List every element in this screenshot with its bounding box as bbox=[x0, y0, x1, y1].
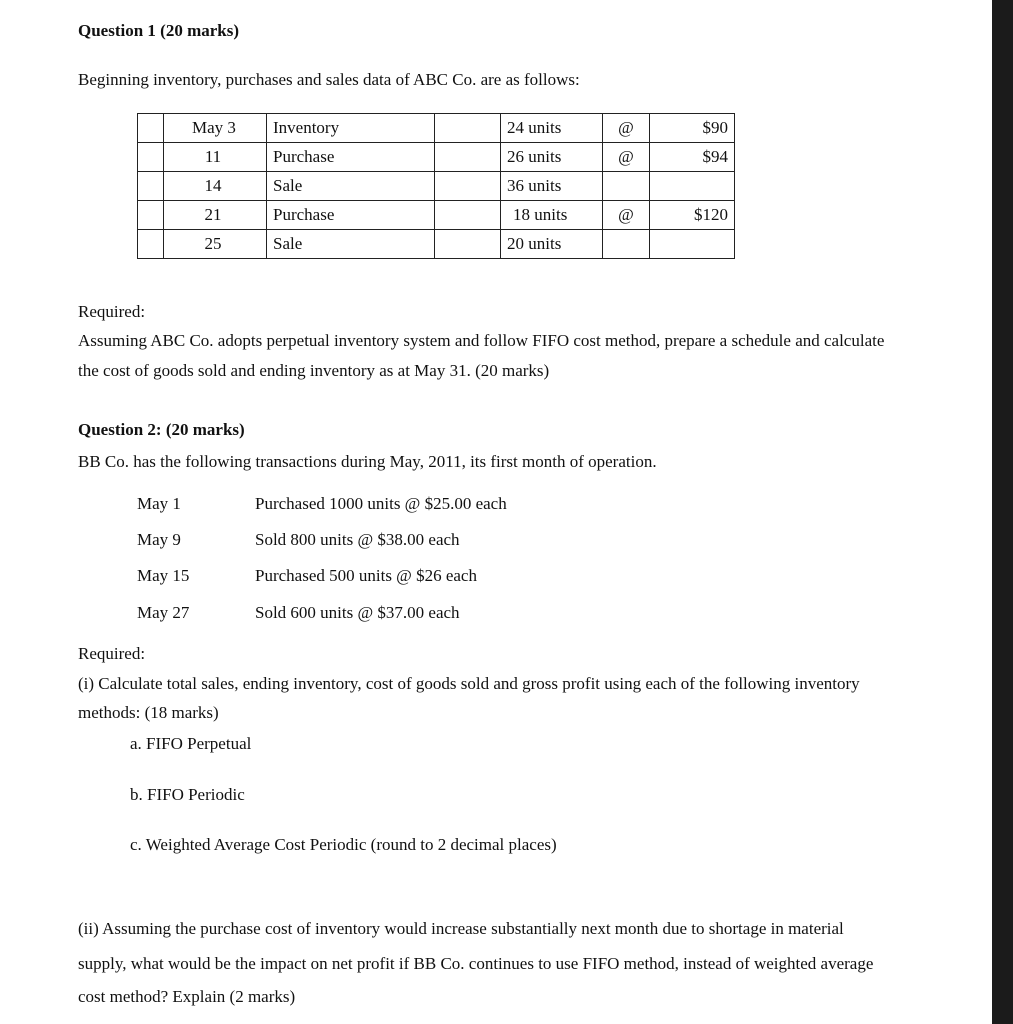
table-cell-date: May 3 bbox=[164, 114, 267, 143]
right-edge-bar bbox=[992, 0, 1013, 1024]
method-item: a. FIFO Perpetual bbox=[130, 734, 252, 753]
transaction-text: Purchased 500 units @ $26 each bbox=[255, 566, 477, 585]
table-cell-desc: Sale bbox=[267, 230, 435, 259]
table-cell-empty bbox=[435, 230, 501, 259]
q2-intro: BB Co. has the following transactions during May, 2011, its first month of operation. bbox=[78, 452, 657, 471]
table-row bbox=[138, 172, 735, 201]
table-cell-desc: Purchase bbox=[267, 143, 435, 172]
table-cell-units: 26 units bbox=[501, 143, 603, 172]
transaction-text: Purchased 1000 units @ $25.00 each bbox=[255, 494, 507, 513]
table-cell-blank bbox=[138, 230, 164, 259]
table-cell-price: $90 bbox=[650, 114, 735, 143]
table-row bbox=[138, 143, 735, 172]
q1-required-line-2: the cost of goods sold and ending inventory as at May 31. (20 marks) bbox=[78, 361, 550, 380]
transaction-date: May 27 bbox=[137, 603, 190, 622]
table-cell-at bbox=[603, 230, 650, 259]
q2-required-label: Required: bbox=[78, 644, 146, 663]
q2-part-i-line-1: (i) Calculate total sales, ending inventory, cost of goods sold and gross profit using each of the following inventory bbox=[78, 674, 860, 693]
table-cell-empty bbox=[435, 143, 501, 172]
table-cell-date: 14 bbox=[164, 172, 267, 201]
table-cell-units: 18 units bbox=[501, 201, 603, 230]
inventory-table bbox=[137, 113, 735, 259]
table-cell-blank bbox=[138, 114, 164, 143]
table-cell-blank bbox=[138, 143, 164, 172]
table-cell-units: 20 units bbox=[501, 230, 603, 259]
q2-part-ii-line-1: (ii) Assuming the purchase cost of inventory would increase substantially next month due to shortage in material bbox=[78, 919, 844, 938]
q2-part-ii-line-3: cost method? Explain (2 marks) bbox=[78, 987, 296, 1006]
table-cell-empty bbox=[435, 114, 501, 143]
q2-title: Question 2: (20 marks) bbox=[78, 420, 245, 439]
q1-title: Question 1 (20 marks) bbox=[78, 21, 240, 40]
table-cell-blank bbox=[138, 172, 164, 201]
table-cell-date: 21 bbox=[164, 201, 267, 230]
table-cell-date: 25 bbox=[164, 230, 267, 259]
table-cell-price: $120 bbox=[650, 201, 735, 230]
q2-part-ii-line-2: supply, what would be the impact on net profit if BB Co. continues to use FIFO method, instead of weighted average bbox=[78, 954, 874, 973]
table-cell-units: 24 units bbox=[501, 114, 603, 143]
table-cell-desc: Purchase bbox=[267, 201, 435, 230]
table-cell-units: 36 units bbox=[501, 172, 603, 201]
table-cell-at: @ bbox=[603, 114, 650, 143]
method-item: b. FIFO Periodic bbox=[130, 785, 245, 804]
table-cell-empty bbox=[435, 201, 501, 230]
table-cell-desc: Inventory bbox=[267, 114, 435, 143]
q1-intro: Beginning inventory, purchases and sales data of ABC Co. are as follows: bbox=[78, 70, 580, 89]
q1-required-line-1: Assuming ABC Co. adopts perpetual inventory system and follow FIFO cost method, prepare a schedule and calculate bbox=[78, 331, 885, 350]
table-cell-date: 11 bbox=[164, 143, 267, 172]
transaction-date: May 9 bbox=[137, 530, 181, 549]
transaction-text: Sold 600 units @ $37.00 each bbox=[255, 603, 460, 622]
q2-part-i-line-2: methods: (18 marks) bbox=[78, 703, 219, 722]
table-row bbox=[138, 230, 735, 259]
q1-required-label: Required: bbox=[78, 302, 146, 321]
table-row bbox=[138, 114, 735, 143]
method-item: c. Weighted Average Cost Periodic (round to 2 decimal places) bbox=[130, 835, 557, 854]
table-row bbox=[138, 201, 735, 230]
transaction-text: Sold 800 units @ $38.00 each bbox=[255, 530, 460, 549]
table-cell-desc: Sale bbox=[267, 172, 435, 201]
transaction-date: May 1 bbox=[137, 494, 181, 513]
table-cell-at: @ bbox=[603, 143, 650, 172]
table-cell-blank bbox=[138, 201, 164, 230]
table-cell-at bbox=[603, 172, 650, 201]
table-cell-price bbox=[650, 172, 735, 201]
transaction-date: May 15 bbox=[137, 566, 190, 585]
table-cell-price bbox=[650, 230, 735, 259]
table-cell-empty bbox=[435, 172, 501, 201]
table-cell-price: $94 bbox=[650, 143, 735, 172]
table-cell-at: @ bbox=[603, 201, 650, 230]
